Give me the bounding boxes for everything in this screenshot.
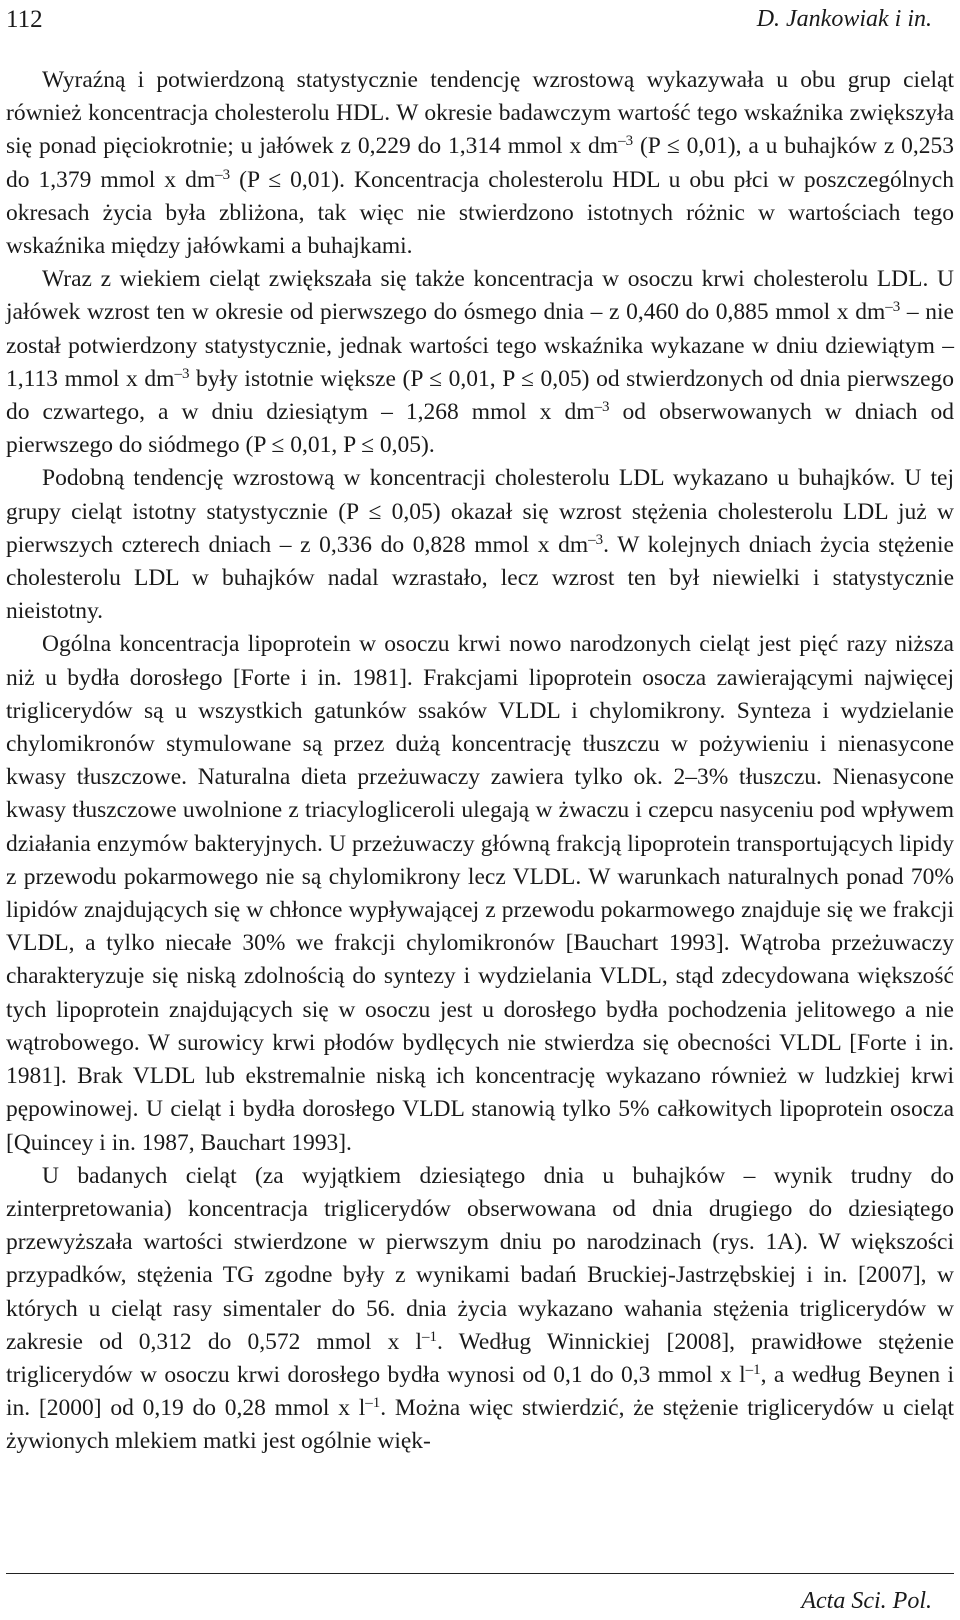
text-run: . W kolejnych dniach życia stężenie cholesterolu LDL w buhajków nadal wzrastało, lecz wzrost ten był niewielki i statystycznie nieistotny.	[6, 531, 954, 625]
running-head: D. Jankowiak i in.	[756, 6, 932, 32]
paragraph	[6, 1160, 954, 1459]
superscript-exponent: –3	[215, 166, 231, 183]
text-run: (P ≤ 0,01), a u buhajków z 0,253 do 1,379 mmol x dm	[6, 133, 954, 193]
superscript-exponent: –3	[885, 299, 901, 316]
body-text	[6, 64, 954, 1459]
paragraph	[6, 462, 954, 628]
text-run: Podobną tendencję wzrostową w koncentracji cholesterolu LDL wykazano u buhajków. U tej grupy cieląt istotny statystycznie (P ≤ 0,05) okazał się wzrost stężenia cholesterolu LDL już w pierwszych czterech dniach – z 0,336 do 0,828 mmol x dm	[6, 465, 954, 558]
superscript-exponent: –1	[365, 1394, 381, 1411]
superscript-exponent: –3	[618, 133, 634, 150]
superscript-exponent: –3	[594, 398, 610, 415]
superscript-exponent: –1	[422, 1328, 438, 1345]
superscript-exponent: –3	[174, 365, 190, 382]
paragraph	[6, 628, 954, 1159]
text-run: Wyraźną i potwierdzoną statystycznie tendencję wzrostową wykazywała u obu grup cieląt również koncentracja cholesterolu HDL. W okresie badawczym wartość tego wskaźnika zwiększyła się ponad pięciokrotnie; u jałówek z 0,229 do 1,314 mmol x dm	[6, 67, 954, 160]
text-run: U badanych cieląt (za wyjątkiem dziesiątego dnia u buhajków – wynik trudny do zinterpretowania) koncentracja triglicerydów obserwowana od dnia drugiego do dziesiątego przewyższała wartości stwierdzone w pierwszym dniu po narodzinach (rys. 1A). W większości przypadków, stężenia TG zgodne były z wynikami badań Bruckiej-Jastrzębskiej i in. [2007], w których u cieląt rasy simentaler do 56. dnia życia wykazano wahania stężenia triglicerydów w zakresie od 0,312 do 0,572 mmol x l	[6, 1162, 954, 1355]
superscript-exponent: –3	[588, 531, 604, 548]
text-run: . Można więc stwierdzić, że stężenie triglicerydów u cieląt żywionych mlekiem matki jest ogólnie więk-	[6, 1395, 954, 1455]
journal-name: Acta Sci. Pol.	[801, 1588, 932, 1614]
text-run: były istotnie większe (P ≤ 0,01, P ≤ 0,05) od stwierdzonych od dnia pierwszego do czwartego, a w dniu dziesiątym – 1,268 mmol x dm	[6, 365, 955, 426]
text-run: – nie został potwierdzony statystycznie, jednak wartości tego wskaźnika wykazane w dniu dziewiątym – 1,113 mmol x dm	[6, 299, 954, 392]
superscript-exponent: –1	[745, 1361, 761, 1378]
text-run: , a według Beynen i in. [2000] od 0,19 do 0,28 mmol x l	[6, 1361, 954, 1422]
text-run: Wraz z wiekiem cieląt zwiększała się także koncentracja w osoczu krwi cholesterolu LDL. U jałówek wzrost ten w okresie od pierwszego do ósmego dnia – z 0,460 do 0,885 mmol x dm	[6, 266, 954, 326]
paragraph	[6, 263, 954, 462]
page-number: 112	[6, 6, 43, 33]
text-run: Ogólna koncentracja lipoprotein w osoczu krwi nowo narodzonych cieląt jest pięć razy niższa niż u bydła dorosłego [Forte i in. 1981]. Frakcjami lipoprotein osocza zawierającymi najwięcej triglicerydów są u wszystkich gatunków ssaków VLDL i chylomikrony. Synteza i wydzielanie chylomikronów stymulowane są przez dużą koncentrację tłuszczu w pożywieniu i nienasycone kwasy tłuszczowe. Naturalna dieta przeżuwaczy zawiera tylko ok. 2–3% tłuszczu. Nienasycone kwasy tłuszczowe uwolnione z triacyloglicerolі ulegają w żwaczu i czepcu nasyceniu pod wpływem działania enzymów bakteryjnych. U przeżuwaczy główną frakcją lipoprotein transportujących lipidy z przewodu pokarmowego nie są chylomikrony lecz VLDL. W warunkach naturalnych ponad 70% lipidów znajdujących się w chłonce wypływającej z przewodu pokarmowego znajduje się we frakcji VLDL, a tylko niecałe 30% we frakcji chylomikronów [Bauchart 1993]. Wątroba przeżuwaczy charakteryzuje się niską zdolnością do syntezy i wydzielania VLDL, stąd zdecydowana większość tych lipoprotein znajdujących się w osoczu jest u dorosłego bydła pochodzenia jelitowego a nie wątrobowego. W surowicy krwi płodów bydlęcych nie stwierdza się obecności VLDL [Forte i in. 1981]. Brak VLDL lub ekstremalnie niską ich koncentrację wykazano również w ludzkiej krwi pępowinowej. U cieląt i bydła dorosłego VLDL stanowią tylko 5% całkowitych lipoprotein osocza [Quincey i in. 1987, Bauchart 1993].	[6, 631, 954, 1156]
paragraph	[6, 64, 954, 263]
text-run: . Według Winnickiej [2008], prawidłowe stężenie triglicerydów w osoczu krwi dorosłego bydła wynosi od 0,1 do 0,3 mmol x l	[6, 1328, 954, 1388]
footer-rule	[6, 1573, 954, 1574]
text-run: (P ≤ 0,01). Koncentracja cholesterolu HDL u obu płci w poszczególnych okresach życia była zbliżona, tak więc nie stwierdzono istotnych różnic w wartościach tego wskaźnika między jałówkami a buhajkami.	[6, 166, 954, 260]
text-run: od obserwowanych w dniach od pierwszego do siódmego (P ≤ 0,01, P ≤ 0,05).	[6, 399, 954, 459]
